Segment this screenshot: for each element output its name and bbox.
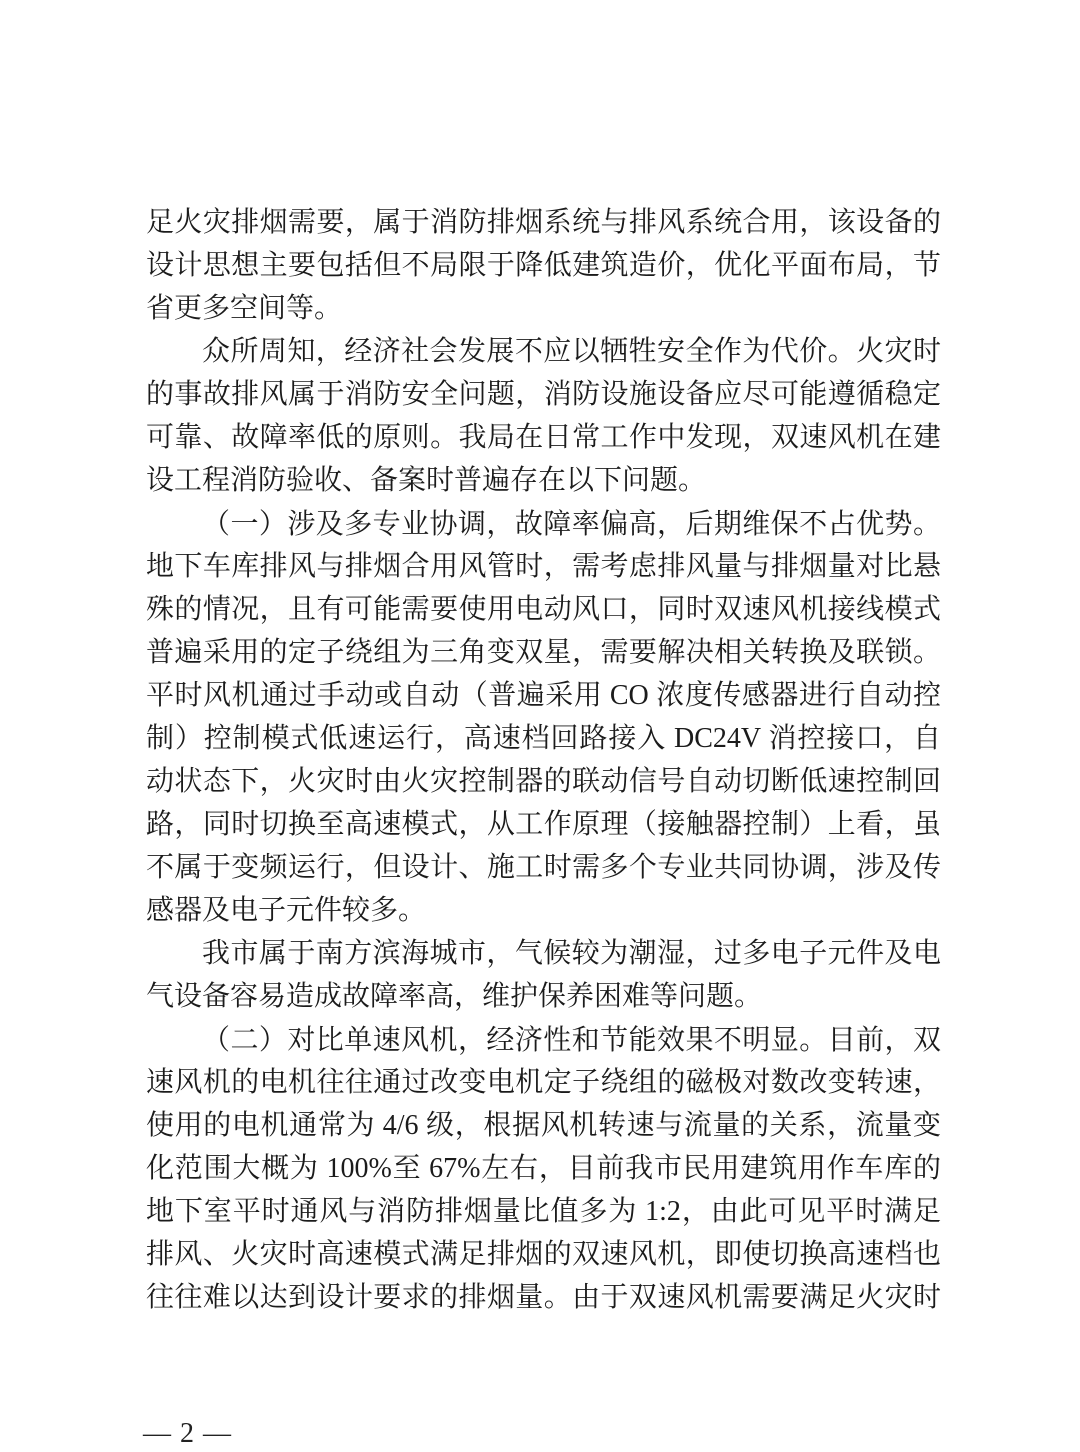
text-line (146, 1190, 941, 1233)
text-line (146, 244, 941, 287)
text-run: 足火灾排烟需要，属于消防排烟系统与排风系统合用，该设备的 (146, 207, 941, 238)
text-run: 的事故排风属于消防安全问题，消防设施设备应尽可能遵循稳定 (146, 379, 941, 410)
text-run: 地下室平时通风与消防排烟量比值多为 1:2，由此可见平时满足 (146, 1196, 941, 1227)
text-run: 普遍采用的定子绕组为三角变双星，需要解决相关转换及联锁。 (146, 637, 941, 668)
text-line (146, 717, 941, 760)
text-run: 目前，双 (827, 1025, 941, 1056)
text-line (146, 760, 941, 803)
text-line (146, 330, 941, 373)
text-line (146, 1018, 941, 1061)
text-line (146, 502, 941, 545)
text-line (146, 889, 941, 932)
text-run: 速风机的电机往往通过改变电机定子绕组的磁极对数改变转速， (146, 1067, 941, 1098)
text-run: 地下车库排风与排烟合用风管时，需考虑排风量与排烟量对比悬 (146, 551, 941, 582)
text-run: 殊的情况，且有可能需要使用电动风口，同时双速风机接线模式 (146, 594, 941, 625)
text-line (146, 201, 941, 244)
text-line (146, 932, 941, 975)
heading-run: （二）对比单速风机，经济性和节能效果不明显。 (202, 1023, 828, 1056)
text-run: 路，同时切换至高速模式，从工作原理（接触器控制）上看，虽 (146, 809, 941, 840)
text-line (146, 373, 941, 416)
text-run: 使用的电机通常为 4/6 级，根据风机转速与流量的关系，流量变 (146, 1110, 941, 1141)
text-line (146, 1104, 941, 1147)
text-line (146, 1276, 941, 1319)
text-line (146, 674, 941, 717)
text-run: 设工程消防验收、备案时普遍存在以下问题。 (146, 465, 707, 496)
text-run: 气设备容易造成故障率高，维护保养困难等问题。 (146, 981, 763, 1012)
page-number: — 2 — (143, 1418, 232, 1449)
text-line (146, 545, 941, 588)
text-run: 可靠、故障率低的原则。我局在日常工作中发现，双速风机在建 (146, 422, 941, 453)
text-line (146, 588, 941, 631)
text-run: 平时风机通过手动或自动（普遍采用 CO 浓度传感器进行自动控 (146, 680, 941, 711)
text-line (146, 416, 941, 459)
text-line (146, 287, 941, 330)
text-run: 制）控制模式低速运行，高速档回路接入 DC24V 消控接口，自 (146, 723, 941, 754)
text-run: 我市属于南方滨海城市，气候较为潮湿，过多电子元件及电 (202, 938, 941, 969)
text-line (146, 459, 941, 502)
text-line (146, 1061, 941, 1104)
text-run: 省更多空间等。 (146, 293, 343, 324)
text-line (146, 803, 941, 846)
text-run: 动状态下，火灾时由火灾控制器的联动信号自动切断低速控制回 (146, 766, 941, 797)
heading-run: （一）涉及多专业协调，故障率偏高，后期维保不占优势。 (202, 507, 941, 540)
text-run: 设计思想主要包括但不局限于降低建筑造价，优化平面布局，节 (146, 250, 941, 281)
text-run: 不属于变频运行，但设计、施工时需多个专业共同协调，涉及传 (146, 852, 941, 883)
document-body (146, 201, 941, 1319)
text-run: 众所周知，经济社会发展不应以牺牲安全作为代价。火灾时 (202, 336, 941, 367)
text-run: 感器及电子元件较多。 (146, 895, 427, 926)
text-line (146, 975, 941, 1018)
text-run: 排风、火灾时高速模式满足排烟的双速风机，即使切换高速档也 (146, 1239, 941, 1270)
text-line (146, 1233, 941, 1276)
text-run: 化范围大概为 100%至 67%左右，目前我市民用建筑用作车库的 (146, 1153, 941, 1184)
text-line (146, 846, 941, 889)
text-run: 往往难以达到设计要求的排烟量。由于双速风机需要满足火灾时 (146, 1282, 941, 1313)
text-line (146, 631, 941, 674)
text-line (146, 1147, 941, 1190)
